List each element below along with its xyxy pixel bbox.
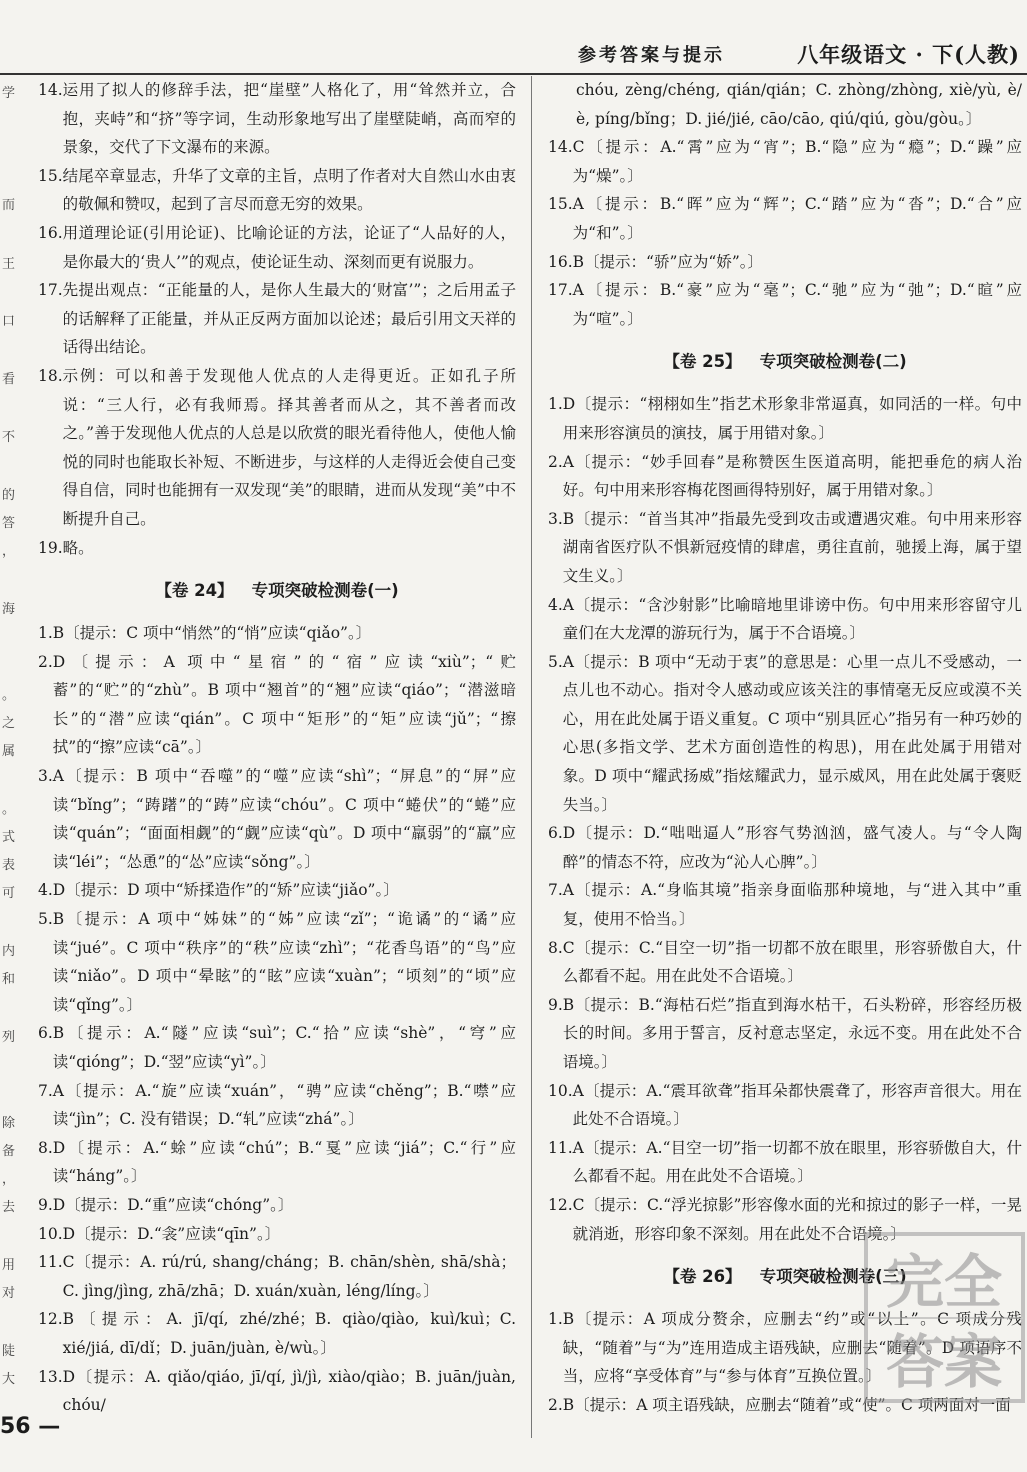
- answer-item: [38, 1077, 516, 1134]
- answer-number: 11.: [548, 1138, 573, 1157]
- answer-text: B〔提示：B.“海枯石烂”指直到海水枯干，石头粉碎，形容经历极长的时间。多用于誓言，反衬意志坚定，永远不变。用在此处不合语境。〕: [562, 995, 1022, 1071]
- answer-number: 9.: [38, 1195, 53, 1214]
- answer-number: 16.: [548, 252, 573, 271]
- answer-number: 1.: [548, 1310, 563, 1329]
- answers-group-25: [548, 390, 1022, 1248]
- answer-text: A〔提示：“含沙射影”比喻暗地里诽谤中伤。句中用来形容留守儿童们在大龙潭的游玩行为，属于不合语境。〕: [562, 595, 1022, 643]
- left-column: [38, 76, 516, 1420]
- margin-char: 式: [2, 830, 16, 845]
- answer-text: chóu, zèng/chéng, qián/qián；C. zhòng/zhòng, xiè/yù, è/è, píng/bǐng；D. jié/jié, cāo/cāo, qiú/qiú, gòu/gòu。〕: [576, 81, 1022, 128]
- answer-item: [38, 905, 516, 1019]
- section-tag: 【卷 25】: [663, 352, 742, 372]
- answer-text: A〔提示：B.“晖”应为“辉”；C.“踏”应为“沓”；D.“合”应为“和”。〕: [572, 195, 1022, 242]
- answer-text: D〔提示：D.“衾”应读“qīn”。〕: [62, 1224, 281, 1243]
- answer-number: 18.: [38, 366, 63, 385]
- answer-item: [38, 1019, 516, 1076]
- section-tag: 【卷 26】: [663, 1267, 742, 1287]
- margin-char: 答: [2, 516, 16, 531]
- answer-item: [548, 448, 1022, 505]
- answer-number: 5.: [548, 652, 563, 671]
- answer-number: 15.: [548, 195, 573, 214]
- answer-number: 8.: [548, 938, 563, 957]
- answer-item: [548, 1077, 1022, 1134]
- answer-item: [548, 390, 1022, 447]
- answer-number: 4.: [38, 881, 53, 900]
- header-book-title: 八年级语文 · 下(人教): [797, 42, 1020, 67]
- answer-number: 17.: [548, 281, 573, 300]
- answer-text: A〔提示：B 项中“无动于衷”的意思是：心里一点儿不受感动，一点儿也不动心。指对令人感动或应该关注的事情毫无反应或漠不关心，用在此处属于语义重复。C 项中“别具匠心”指另有一种巧妙的心思(多指文学、艺术方面创造性的构思)，用在此处属于用错对象。D 项中“耀武扬威”指炫耀武力，显示威风，用在此处属于褒贬失当。〕: [562, 652, 1022, 814]
- margin-char: 不: [2, 430, 16, 445]
- answer-text: C〔提示：C.“目空一切”指一切都不放在眼里，形容骄傲自大，什么都看不起。用在此处不合语境。〕: [562, 938, 1022, 986]
- answer-number: 12.: [548, 1195, 573, 1214]
- answer-item: [38, 76, 516, 162]
- answer-item: [38, 1248, 516, 1305]
- answer-text: 略。: [62, 538, 94, 557]
- margin-char: 去: [2, 1200, 16, 1215]
- answer-number: 3.: [548, 509, 563, 528]
- answer-item: [548, 648, 1022, 820]
- answer-number: 15.: [38, 166, 63, 185]
- answer-number: 6.: [38, 1024, 53, 1043]
- answer-item: [38, 1134, 516, 1191]
- answer-item: [548, 133, 1022, 190]
- answer-item: [38, 762, 516, 876]
- margin-char: 属: [2, 744, 16, 759]
- margin-char: 王: [2, 257, 16, 272]
- margin-char: 的: [2, 488, 16, 503]
- answer-item: [548, 190, 1022, 247]
- answer-item: [38, 276, 516, 362]
- answer-number: 1.: [548, 395, 563, 414]
- answer-item: [548, 248, 1022, 277]
- answer-text: C〔提示：A.“霄”应为“宵”；B.“隐”应为“瘾”；D.“躁”应为“燥”。〕: [572, 138, 1022, 185]
- answer-number: 10.: [548, 1081, 573, 1100]
- answer-item: [548, 76, 1022, 133]
- section-name: 专项突破检测卷(一): [251, 581, 399, 601]
- margin-char: 表: [2, 858, 16, 873]
- answer-number: 11.: [38, 1253, 63, 1272]
- margin-char: 对: [2, 1286, 16, 1301]
- answer-text: B〔提示：A. jī/qí, zhé/zhé；B. qiào/qiào, kuì/kuì；C. xié/jiá, dī/dǐ；D. juān/juàn, è/wù。〕: [62, 1310, 516, 1357]
- answer-number: 3.: [38, 767, 53, 786]
- header-section-title: 参考答案与提示: [578, 45, 725, 66]
- answer-text: A〔提示：A.“震耳欲聋”指耳朵都快震聋了，形容声音很大。用在此处不合语境。〕: [572, 1081, 1022, 1129]
- answer-item: [548, 1134, 1022, 1191]
- answer-text: C〔提示：C.“浮光掠影”形容像水面的光和掠过的影子一样，一晃就消逝，形容印象不深刻。用在此处不合语境。〕: [572, 1195, 1022, 1243]
- answer-item: [38, 534, 516, 563]
- answer-text: A〔提示：B.“豪”应为“毫”；C.“驰”应为“弛”；D.“暄”应为“喧”。〕: [572, 281, 1022, 328]
- answer-text: D〔提示：A. qiǎo/qiáo, jī/qí, jì/jì, xiào/qiào；B. juān/juàn, chóu/: [62, 1367, 516, 1415]
- answer-number: 13.: [38, 1367, 63, 1386]
- right-column: [548, 76, 1022, 1420]
- section-tag: 【卷 24】: [155, 581, 234, 601]
- answer-item: [38, 1305, 516, 1362]
- column-divider: [531, 76, 532, 1438]
- answer-text: B〔提示：A.“隧”应读“suì”；C.“拾”应读“shè”，“穹”应读“qióng”；D.“翌”应读“yì”。〕: [52, 1024, 516, 1071]
- answer-item: [548, 819, 1022, 876]
- margin-char: 海: [2, 602, 16, 617]
- answer-item: [38, 876, 516, 905]
- answer-item: [38, 362, 516, 534]
- watermark-stamp: [862, 1230, 1027, 1405]
- margin-char: 。: [2, 688, 16, 703]
- answer-text: D〔提示：D 项中“矫揉造作”的“矫”应读“jiǎo”。〕: [52, 881, 399, 900]
- answer-number: 2.: [548, 452, 563, 471]
- answer-item: [38, 1363, 516, 1420]
- answers-group-23-end: [38, 76, 516, 562]
- answer-item: [548, 991, 1022, 1077]
- answer-number: 16.: [38, 223, 63, 242]
- answer-text: D〔提示：A 项中“星宿”的“宿”应读“xiù”；“贮蓄”的“贮”的“zhù”。B 项中“翘首”的“翘”应读“qiáo”；“潜滋暗长”的“潜”应读“qián”。C 项中“矩形”的“矩”应读“jǔ”；“擦拭”的“擦”应读“cā”。〕: [52, 652, 516, 757]
- margin-char: 备: [2, 1144, 16, 1159]
- answer-text: B〔提示：A 项主语残缺，应删去“随着”或“使”。C 项两面对一面: [562, 1395, 1011, 1414]
- answer-number: 2.: [38, 652, 53, 671]
- answer-text: A〔提示：B 项中“吞噬”的“噬”应读“shì”；“屏息”的“屏”应读“bǐng”；“踌躇”的“踌”应读“chóu”。C 项中“蜷伏”的“蜷”应读“quán”；“面面相觑”的“觑”应读“qù”。D 项中“羸弱”的“羸”应读“léi”；“怂恿”的“怂”应读“sǒng”。〕: [52, 767, 516, 871]
- margin-char: 学: [2, 86, 16, 101]
- answer-number: 2.: [548, 1395, 563, 1414]
- margin-char: 。: [2, 802, 16, 817]
- answer-number: 10.: [38, 1224, 63, 1243]
- answer-item: [548, 505, 1022, 591]
- header-rule: [0, 73, 1027, 75]
- answer-number: 7.: [548, 881, 563, 900]
- watermark-lettering: 完全答案: [885, 1248, 1003, 1396]
- margin-char: 陡: [2, 1344, 16, 1359]
- margin-char: 看: [2, 372, 16, 387]
- answer-text: 运用了拟人的修辞手法，把“崖壁”人格化了，用“耸然并立，合抱，夹峙”和“挤”等字词，生动形象地写出了崖壁陡峭，高而窄的景象，交代了下文瀑布的来源。: [62, 81, 516, 157]
- margin-char: 可: [2, 886, 16, 901]
- answer-text: B〔提示：“首当其冲”指最先受到攻击或遭遇灾难。句中用来形容湖南省医疗队不惧新冠疫情的肆虐，勇往直前，驰援上海，属于望文生义。〕: [562, 509, 1022, 585]
- answer-text: A〔提示：A.“目空一切”指一切都不放在眼里，形容骄傲自大，什么都看不起。用在此处不合语境。〕: [572, 1138, 1022, 1186]
- margin-char: 用: [2, 1258, 16, 1273]
- answer-text: B〔提示：A 项中“姊妹”的“姊”应读“zǐ”；“诡谲”的“谲”应读“jué”。C 项中“秩序”的“秩”应读“zhì”；“花香鸟语”的“鸟”应读“niǎo”。D 项中“晕眩”的“眩”应读“xuàn”；“顷刻”的“顷”应读“qǐng”。〕: [52, 910, 516, 1014]
- answer-item: [38, 648, 516, 762]
- answer-text: A〔提示：“妙手回春”是称赞医生医道高明，能把垂危的病人治好。句中用来形容梅花图画得特别好，属于用错对象。〕: [562, 452, 1022, 500]
- answers-group-24: [38, 619, 516, 1420]
- answer-number: 5.: [38, 910, 53, 929]
- margin-char: 内: [2, 944, 16, 959]
- answer-item: [38, 1220, 516, 1249]
- section-title-24: [38, 562, 516, 619]
- answer-text: 用道理论证(引用论证)、比喻论证的方法，论证了“人品好的人，是你最大的‘贵人’”的观点，使论证生动、深刻而更有说服力。: [62, 223, 516, 271]
- answer-number: 14.: [38, 81, 63, 99]
- answer-number: 6.: [548, 824, 563, 843]
- margin-char: 口: [2, 314, 16, 329]
- answer-number: 8.: [38, 1138, 53, 1157]
- section-name: 专项突破检测卷(三): [759, 1267, 907, 1287]
- section-title-25: [548, 333, 1022, 390]
- answer-number: 12.: [38, 1310, 63, 1329]
- answer-number: 7.: [38, 1081, 53, 1100]
- page-header: [560, 34, 1020, 74]
- answer-text: C〔提示：A. rú/rú, shang/cháng；B. chān/shèn, shā/shà；C. jìng/jìng, zhā/zhā；D. xuán/xuàn, léng/líng。〕: [62, 1253, 516, 1300]
- answer-text: D〔提示：“栩栩如生”指艺术形象非常逼真，如同活的一样。句中用来形容演员的演技，属于用错对象。〕: [562, 395, 1022, 442]
- answer-item: [38, 1191, 516, 1220]
- margin-char: 大: [2, 1372, 16, 1387]
- answer-text: 先提出观点：“正能量的人，是你人生最大的‘财富’”；之后用孟子的话解释了正能量，并从正反两方面加以论述；最后引用文天祥的话得出结论。: [62, 281, 516, 357]
- answer-number: 14.: [548, 138, 573, 157]
- answer-number: 9.: [548, 995, 563, 1014]
- answer-text: B〔提示：A 项成分赘余，应删去“约”或“以上”。C 项成分残缺，“随着”与“为”连用造成主语残缺，应删去“随着”。D 项语序不当，应将“享受体育”与“参与体育”互换位置。〕: [562, 1310, 1022, 1386]
- section-name: 专项突破检测卷(二): [759, 352, 907, 372]
- page-number: 56 —: [0, 1414, 61, 1439]
- answers-group-24-end: [548, 76, 1022, 333]
- margin-char: 之: [2, 716, 16, 731]
- answer-number: 4.: [548, 595, 563, 614]
- answer-item: [548, 876, 1022, 933]
- answer-text: 示例：可以和善于发现他人优点的人走得更近。正如孔子所说：“三人行，必有我师焉。择其善者而从之，其不善者而改之。”善于发现他人优点的人总是以欣赏的眼光看待他人，使他人愉悦的同时也能取长补短、不断进步，与这样的人走得近会使自己变得自信，同时也能拥有一双发现“美”的眼睛，进而从发现“美”中不断提升自己。: [62, 366, 516, 528]
- answer-text: 结尾卒章显志，升华了文章的主旨，点明了作者对大自然山水由衷的敬佩和赞叹，起到了言尽而意无穷的效果。: [62, 166, 516, 214]
- answer-text: B〔提示：“骄”应为“娇”。〕: [572, 252, 763, 271]
- margin-char: 和: [2, 972, 16, 987]
- answer-item: [548, 276, 1022, 333]
- answer-text: D〔提示：A.“蜍”应读“chú”；B.“戛”应读“jiá”；C.“行”应读“háng”。〕: [52, 1138, 516, 1186]
- answer-text: A〔提示：A.“身临其境”指亲身面临那种境地，与“进入其中”重复，使用不恰当。〕: [562, 881, 1022, 929]
- answer-item: [548, 591, 1022, 648]
- answer-number: 1.: [38, 624, 53, 643]
- answer-number: [548, 76, 576, 133]
- answer-number: 19.: [38, 538, 63, 557]
- answer-number: 17.: [38, 281, 63, 300]
- answer-item: [38, 619, 516, 648]
- answer-item: [548, 934, 1022, 991]
- answer-item: [38, 162, 516, 219]
- answer-item: [38, 219, 516, 276]
- margin-char: ，: [2, 1172, 16, 1187]
- answer-text: A〔提示：A.“旋”应读“xuán”，“骋”应读“chěng”；B.“噤”应读“jìn”；C. 没有错误；D.“轧”应读“zhá”。〕: [52, 1081, 516, 1129]
- margin-char: 而: [2, 198, 16, 213]
- left-margin-spillover: [0, 78, 16, 1418]
- answer-text: B〔提示：C 项中“悄然”的“悄”应读“qiǎo”。〕: [52, 624, 372, 643]
- margin-char: 列: [2, 1030, 16, 1045]
- margin-char: 除: [2, 1116, 16, 1131]
- margin-char: ，: [2, 544, 16, 559]
- answer-text: D〔提示：D.“重”应读“chóng”。〕: [52, 1195, 294, 1214]
- answer-text: D〔提示：D.“咄咄逼人”形容气势汹汹，盛气凌人。与“令人陶醉”的情态不符，应改为“沁人心脾”。〕: [562, 824, 1022, 871]
